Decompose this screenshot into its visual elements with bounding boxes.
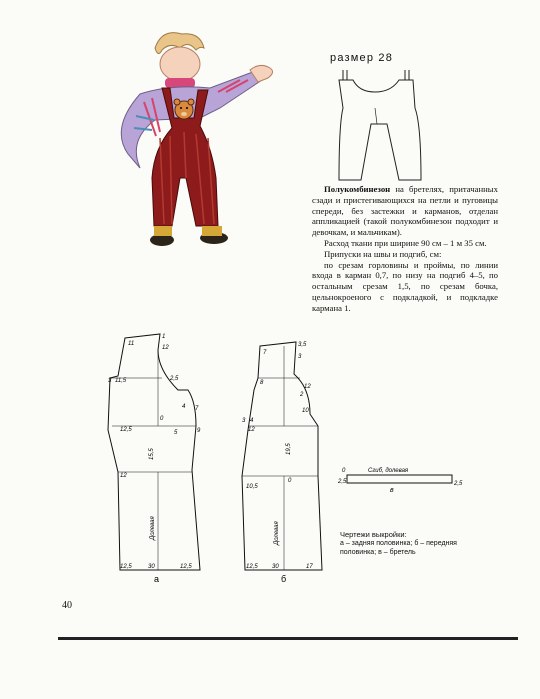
back-pattern	[108, 334, 201, 584]
child-illustration	[100, 28, 290, 253]
back-grain: Долевая	[150, 516, 156, 540]
front-n10: 10	[302, 408, 309, 414]
front-mid: 19,5	[286, 443, 292, 455]
legend-title: Чертежи выкройки:	[340, 530, 407, 539]
bottom-rule	[58, 637, 518, 640]
back-measure-crotch: 12,5	[120, 427, 132, 433]
fabric-consumption: Расход ткани при ширине 90 см – 1 м 35 см.	[324, 237, 487, 248]
back-measure-left: 11,5	[115, 378, 127, 384]
back-n0: 0	[160, 416, 164, 422]
front-n3b: 3	[242, 418, 246, 424]
back-n1: 1	[162, 334, 166, 340]
front-n4: 4	[250, 418, 254, 424]
description-intro: на бретелях, притачанных сзади и пристегивающихся на петли и пуговицы спереди, без застежки и карманов, отделан аппликацией (такой полукомбинезон подходит и девочкам, и мальчикам).	[312, 184, 498, 238]
back-n3: 3	[108, 378, 112, 384]
back-letter: а	[154, 574, 160, 584]
back-mid: 15,5	[149, 448, 155, 460]
legend-text: а – задняя половинка; б – передняя половинка; в – бретель	[340, 540, 457, 556]
description-text	[312, 184, 498, 314]
front-measure-left: 8	[260, 380, 264, 386]
back-hem: 30	[148, 564, 155, 570]
back-n4: 4	[182, 404, 186, 410]
back-n7: 7	[195, 406, 199, 412]
front-pattern	[242, 342, 322, 584]
allowances-text: по срезам горловины и проймы, по линии входа в карман 0,7, по низу на подгиб 4–5, по остальным срезам 1,5, по срезам бочка, цельнокроеного с подкладкой, и подкладке кармана 1.	[312, 259, 498, 313]
strap-letter: в	[390, 487, 394, 494]
strap-n0: 0	[342, 468, 346, 474]
back-n5: 5	[174, 430, 178, 436]
back-n12: 12	[162, 345, 169, 351]
front-hem: 30	[272, 564, 279, 570]
strap-label: Сгиб, долевая	[368, 468, 409, 474]
allowances-title: Припуски на швы и подгиб, см:	[324, 248, 442, 259]
strap-left: 2,5	[338, 479, 347, 485]
back-measure-top: 11	[128, 341, 135, 347]
back-n9: 9	[197, 428, 201, 434]
pattern-legend	[340, 530, 490, 557]
front-grain: Долевая	[274, 521, 280, 545]
back-measure-knee: 12	[120, 473, 127, 479]
front-n12: 12	[304, 384, 311, 390]
back-bottom-left: 12,5	[120, 564, 132, 570]
strap-pattern	[337, 468, 463, 494]
strap-right: 2,5	[454, 481, 463, 487]
front-n0: 0	[288, 478, 292, 484]
back-n2-5: 2,5	[170, 376, 179, 382]
description-title: Полукомбинезон	[324, 184, 391, 194]
front-measure-crotch: 12	[248, 427, 255, 433]
back-bottom-right: 12,5	[180, 564, 192, 570]
front-bottom-left: 12,5	[246, 564, 258, 570]
size-label: размер 28	[330, 52, 394, 64]
front-letter: б	[281, 574, 287, 584]
front-n3-5: 3,5	[298, 342, 307, 348]
page-number: 40	[62, 600, 72, 611]
front-n3: 3	[298, 354, 302, 360]
front-n2: 2	[300, 392, 304, 398]
front-measure-top: 7	[263, 350, 267, 356]
overalls-sketch	[325, 68, 445, 183]
front-bottom-right: 17	[306, 564, 313, 570]
front-measure-knee: 10,5	[246, 484, 258, 490]
